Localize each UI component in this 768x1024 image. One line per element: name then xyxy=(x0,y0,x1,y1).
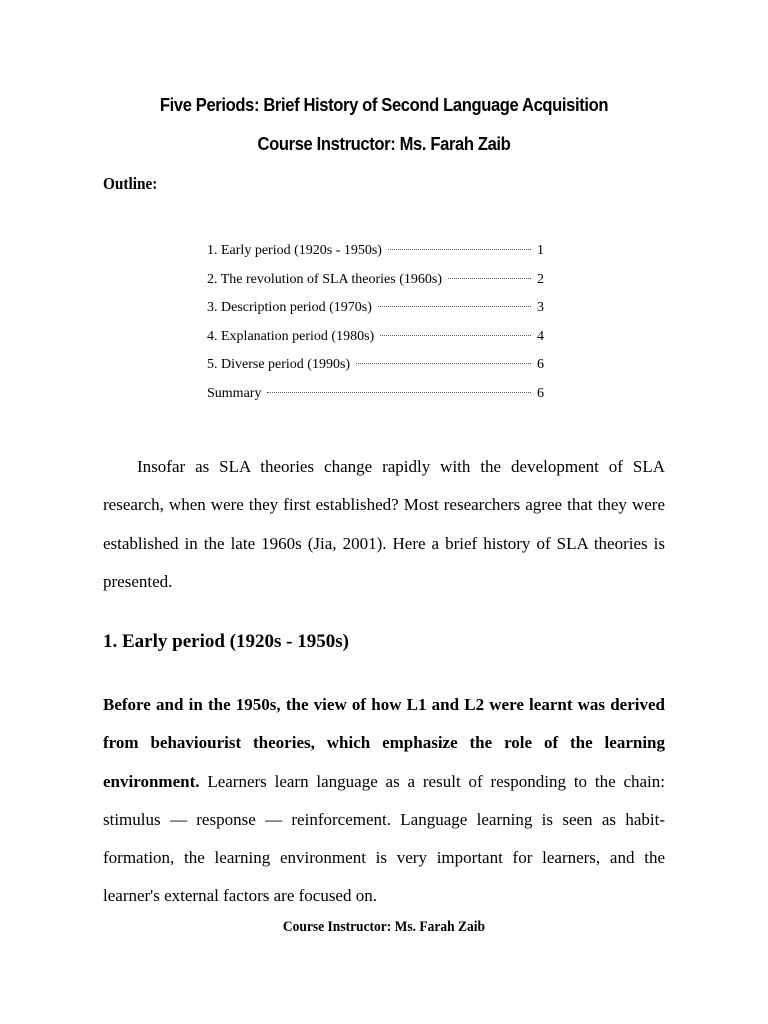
toc-entry xyxy=(207,300,544,329)
toc-entry-page: 2 xyxy=(537,271,544,287)
toc-dot-leader xyxy=(388,249,531,250)
document-title: Five Periods: Brief History of Second Language Acquisition xyxy=(159,95,609,115)
early-paragraph-bold-text: Before and in the 1950s, the view of how L1 and L2 were learnt was derived from behaviourist theories, which emphasize the role of the learning environment. xyxy=(103,695,665,791)
table-of-contents xyxy=(207,243,544,415)
toc-entry xyxy=(207,243,544,272)
toc-dot-leader xyxy=(267,392,531,393)
toc-dot-leader xyxy=(380,335,531,336)
toc-dot-leader xyxy=(448,278,531,279)
section-heading: 1. Early period (1920s - 1950s) xyxy=(103,631,349,652)
toc-entry-label: 4. Explanation period (1980s) xyxy=(207,328,375,344)
toc-entry-page: 6 xyxy=(537,357,544,373)
toc-entry-page: 3 xyxy=(537,300,544,316)
toc-entry-page: 1 xyxy=(537,243,544,258)
toc-entry xyxy=(207,272,544,301)
page-footer: Course Instructor: Ms. Farah Zaib xyxy=(282,919,486,935)
toc-entry xyxy=(207,386,544,415)
toc-entry-page: 4 xyxy=(537,328,544,344)
toc-entry-label: 2. The revolution of SLA theories (1960s) xyxy=(207,271,442,287)
toc-dot-leader xyxy=(378,306,531,307)
toc-entry-label: 5. Diverse period (1990s) xyxy=(207,357,351,373)
intro-paragraph: Insofar as SLA theories change rapidly with the development of SLA research, when were they first established? Most researchers agree that they were established in the late 1960s (Jia, 2001). Here a brief history of SLA theories is presented. xyxy=(103,457,665,591)
toc-dot-leader xyxy=(356,363,531,364)
toc-entry-label: 3. Description period (1970s) xyxy=(207,300,372,316)
toc-entry xyxy=(207,357,544,386)
toc-entry xyxy=(207,329,544,358)
early-period-paragraph xyxy=(103,686,665,916)
toc-entry-label: 1. Early period (1920s - 1950s) xyxy=(207,243,382,258)
toc-entry-label: Summary xyxy=(207,385,262,401)
document-subtitle: Course Instructor: Ms. Farah Zaib xyxy=(257,134,511,154)
toc-entry-page: 6 xyxy=(537,385,544,401)
outline-label: Outline: xyxy=(103,174,158,193)
early-paragraph-text: Learners learn language as a result of responding to the chain: stimulus — response — reinforcement. Language learning is seen as habit-formation, the learning environment is very important for learners, and the learner's external factors are focused on. xyxy=(103,771,665,906)
